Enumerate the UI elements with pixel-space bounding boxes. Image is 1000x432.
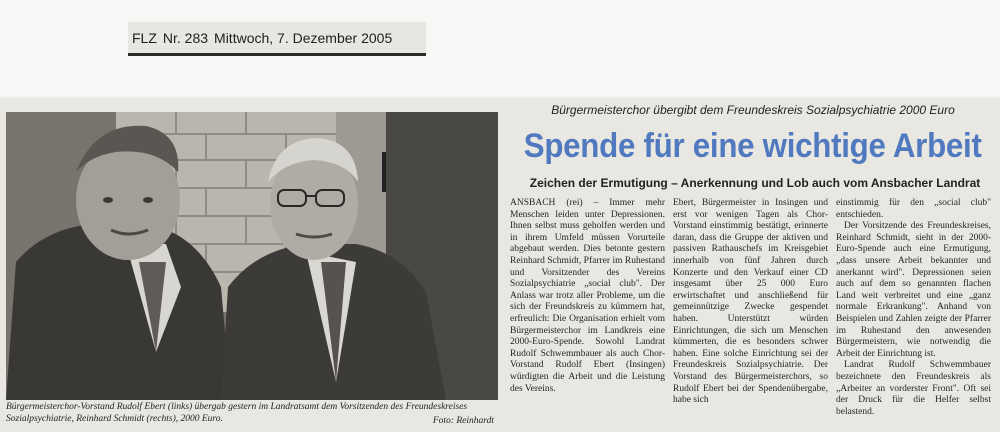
- article-paragraph: ANSBACH (rei) – Immer mehr Menschen leiden unter Depressionen. Ihnen selbst muss geholfen werden und in ihrem Umfeld müssen Vorurteile abgebaut werden. Dies betonte gestern Reinhard Schmidt, Pfarrer im Ruhestand und Vorsitzender des Vereins Sozialpsychiatrie „social club". Der Anlass war trotz aller Probleme, um die sich der Freundskreis zu kümmern hat, erfreulich: Die Organisation erhielt vom Bürgermeisterchor im Landkreis eine 2000-Euro-Spende. Sowohl Landrat Rudolf Schwemmbauer als auch Chor-Vorstand Rudolf Ebert (Insingen) würdigten die Arbeit und die Leistung des Vereins.: [510, 198, 665, 394]
- photo-illustration: [6, 112, 498, 400]
- article-paragraph: Der Vorsitzende des Freundeskreises, Reinhard Schmidt, sieht in der 2000-Euro-Spende auch eine Ermutigung, „dass unsere Arbeit bekannter und anerkannt wird". Depressionen seien auch auf dem so genannten flachen Land weit verbreitet und eine „ganz normale Erkrankung". Anhand von Beispielen und Zahlen zeigte der Pfarrer im Ruhestand den anwesenden Bürgermeistern, wie notwendig die Arbeit der Einrichtung ist.: [836, 221, 991, 359]
- masthead-paper: FLZ: [132, 29, 157, 46]
- article-paragraph: einstimmig für den „social club" entschieden.: [836, 198, 991, 220]
- article-column-1: [510, 198, 665, 430]
- masthead: [128, 22, 426, 56]
- article-paragraph: Landrat Rudolf Schwemmbauer bezeichnete den Freundeskreis als „Arbeiter an vorderster Front". Oft sei der Druck für die Helfer selbst belastend.: [836, 360, 991, 417]
- article-photo: [6, 112, 498, 400]
- photo-credit: Foto: Reinhardt: [432, 415, 494, 426]
- caption-text: Bürgermeisterchor-Vorstand Rudolf Ebert (links) übergab gestern im Landratsamt dem Vorsitzenden des Freundeskreises Sozialpsychiatrie, Reinhard Schmidt (rechts), 2000 Euro.: [6, 402, 468, 424]
- article-headline: Spende für eine wichtige Arbeit: [523, 127, 982, 165]
- article-paragraph: Ebert, Bürgermeister in Insingen und erst vor wenigen Tagen als Chor-Vorstand einstimmig bestätigt, erinnerte daran, dass die Gruppe der aktiven und passiven Rathauschefs im Kreisgebiet innerhalb von fünf Jahren durch Konzerte und den Verkauf einer CD insgesamt über 25 000 Euro erwirtschaftet und anschließend für gemeinnützige Zwecke gespendet haben. Unterstützt würden Einrichtungen, die sich um Menschen kümmerten, die es besonders schwer haben. Eine solche Einrichtung sei der Freundeskreis Sozialpsychiatrie. Der Vorstand des Bürgermeisterchors, so Rudolf Ebert bei der Spendenübergabe, habe sich: [673, 198, 828, 406]
- masthead-date: Mittwoch, 7. Dezember 2005: [214, 29, 393, 46]
- photo-caption: [6, 402, 498, 430]
- article-kicker: Bürgermeisterchor übergibt dem Freundeskreis Sozialpsychiatrie 2000 Euro: [551, 103, 955, 117]
- article-subhead: Zeichen der Ermutigung – Anerkennung und Lob auch vom Ansbacher Landrat: [529, 176, 981, 190]
- article-column-3: [836, 198, 991, 430]
- article-column-2: [673, 198, 828, 430]
- masthead-issue: Nr. 283: [162, 29, 209, 46]
